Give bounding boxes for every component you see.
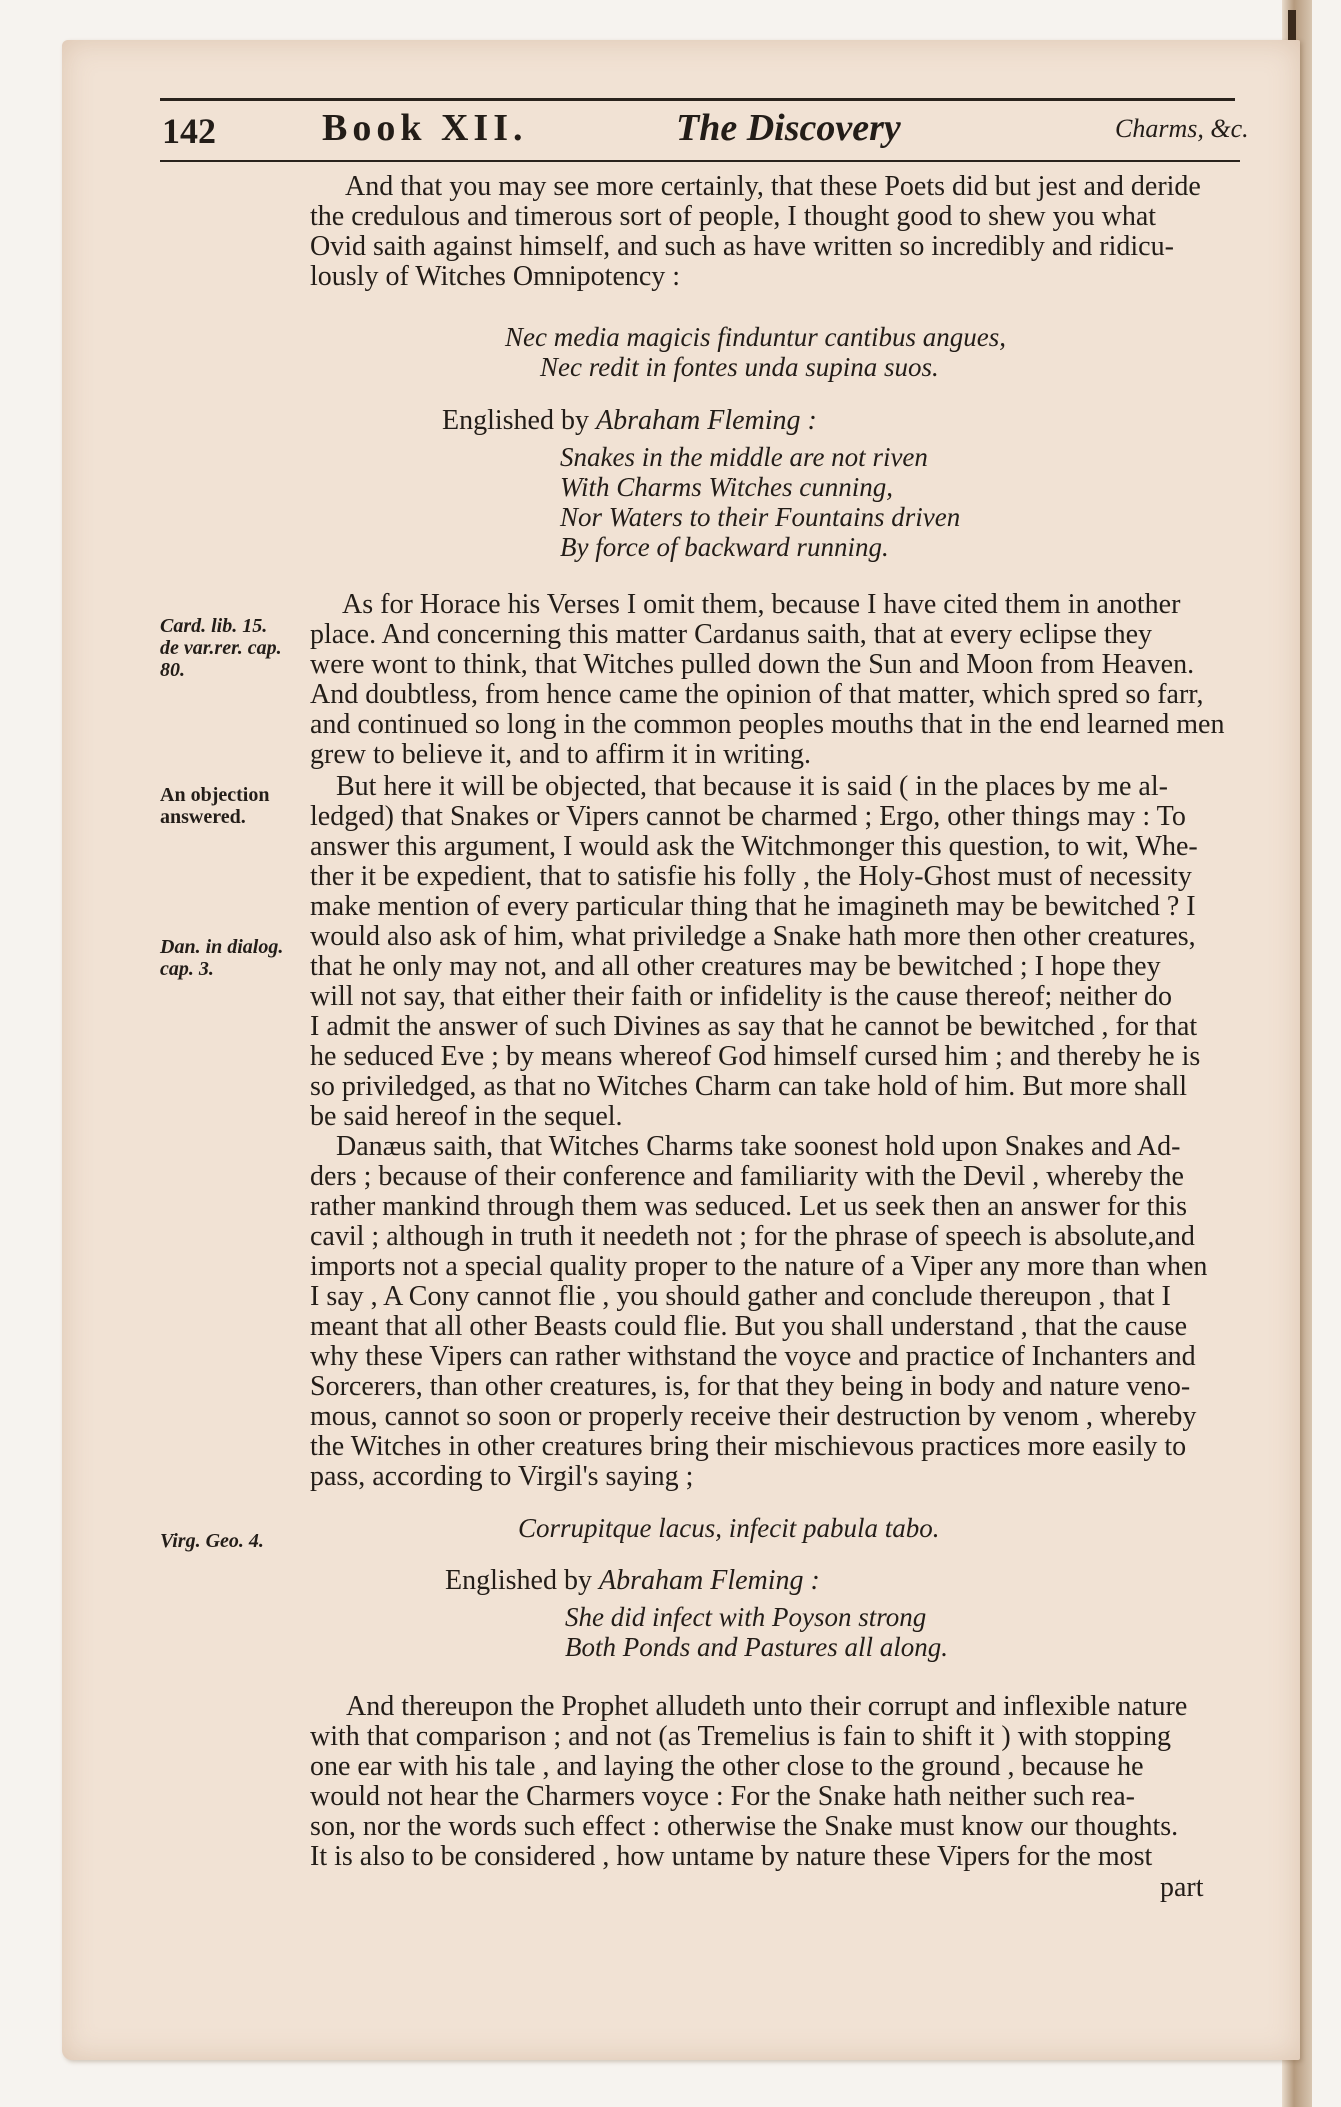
- header-rule-bottom: [160, 160, 1240, 162]
- paragraph-intro: And that you may see more certainly, that these Poets did but jest and deride the credulous and timerous sort of people, I thought good to shew you what Ovid saith against himself, and such as have written so incredibly and ridicu- lously of Witches Omnipotency :: [310, 171, 1201, 292]
- paragraph-prophet: And thereupon the Prophet alludeth unto their corrupt and inflexible nature with that comparison ; and not (as Tremelius is fain to shift it ) with stopping one ear with his tale , and laying the other close to the ground , because he would not hear the Charmers voyce : For the Snake hath neither such rea- son, nor the words such effect : otherwise the Snake must know our thoughts. It is also to be considered , how untame by nature these Vipers for the most: [310, 1691, 1188, 1872]
- english-verse-line: She did infect with Poyson strong: [565, 1602, 927, 1632]
- englished-by: Englished by Abraham Fleming :: [445, 1565, 820, 1596]
- latin-verse-line: Corrupitque lacus, infecit pabula tabo.: [518, 1513, 940, 1543]
- english-verse-line: Nor Waters to their Fountains driven: [560, 502, 961, 532]
- marginal-note-virgil: Virg. Geo. 4.: [160, 1530, 264, 1552]
- english-verse-line: Both Ponds and Pastures all along.: [565, 1632, 948, 1662]
- english-verse-line: With Charms Witches cunning,: [560, 472, 893, 502]
- paragraph-danaeus: Danæus saith, that Witches Charms take soonest hold upon Snakes and Ad- ders ; because of their conference and familiarity with the Devil , whereby the rather mankind through them was seduced. Let us seek then an answer for this cavil ; although in truth it needeth not ; for the phrase of speech is absolute,and imports not a special quality proper to the nature of a Viper any more than when I say , A Cony cannot flie , you should gather and conclude thereupon , that I meant that all other Beasts could flie. But you shall understand , that the cause why these Vipers can rather withstand the voyce and practice of Inchanters and Sorcerers, than other creatures, is, for that they being in body and nature veno- mous, cannot so soon or properly receive their destruction by venom , whereby the Witches in other creatures bring their mischievous practices more easily to pass, according to Virgil's saying ;: [310, 1131, 1208, 1492]
- marginal-note-objection: An objection answered.: [160, 784, 270, 828]
- edge-mark: [1288, 10, 1296, 40]
- marginal-note-danaeus: Dan. in dialog. cap. 3.: [160, 936, 284, 980]
- paragraph-objection: But here it will be objected, that because it is said ( in the places by me al- ledged) that Snakes or Vipers cannot be charmed ; Ergo, other things may : To answer this argument, I would ask the Witchmonger this question, to wit, Whe- ther it be expedient, that to satisfie his folly , the Holy-Ghost must of necessity make mention of every particular thing that he imagineth may be bewitched ? I would also ask of him, what priviledge a Snake hath more then other creatures, that he only may not, and all other creatures may be bewitched ; I hope they will not say, that either their faith or infidelity is the cause thereof; neither do I admit the answer of such Divines as say that he cannot be bewitched , for that he seduced Eve ; by means whereof God himself cursed him ; and thereby he is so priviledged, as that no Witches Charm can take hold of him. But more shall be said hereof in the sequel.: [310, 771, 1201, 1132]
- book-label: Book XII.: [322, 107, 528, 149]
- english-verse-line: Snakes in the middle are not riven: [560, 442, 928, 472]
- english-verse-line: By force of backward running.: [560, 532, 889, 562]
- running-head: Charms, &c.: [1115, 114, 1249, 143]
- catchword: part: [1160, 1872, 1204, 1903]
- page-number: 142: [162, 111, 216, 151]
- header-rule-top: [160, 98, 1235, 101]
- latin-verse-line: Nec media magicis finduntur cantibus angues,: [505, 322, 1006, 352]
- paragraph-horace: As for Horace his Verses I omit them, because I have cited them in another place. And concerning this matter Cardanus saith, that at every eclipse they were wont to think, that Witches pulled down the Sun and Moon from Heaven. And doubtless, from hence came the opinion of that matter, which spred so farr, and continued so long in the common peoples mouths that in the end learned men grew to believe it, and to affirm it in writing.: [310, 589, 1225, 770]
- page-title: The Discovery: [676, 107, 901, 149]
- marginal-note-cardanus: Card. lib. 15. de var.rer. cap. 80.: [160, 615, 282, 681]
- latin-verse-line: Nec redit in fontes unda supina suos.: [540, 352, 939, 382]
- englished-by: Englished by Abraham Fleming :: [442, 405, 817, 436]
